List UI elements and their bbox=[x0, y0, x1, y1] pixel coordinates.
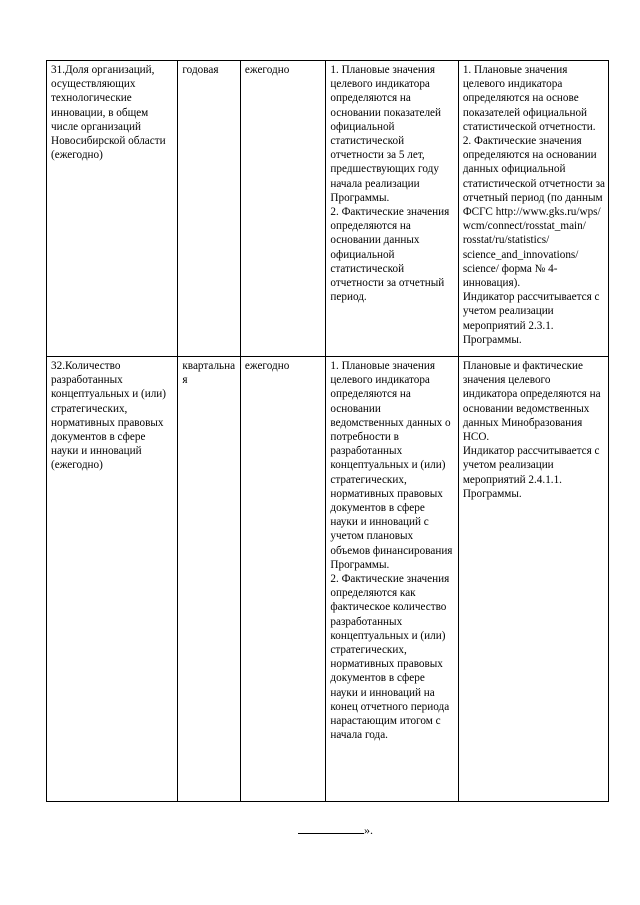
indicator-planned-cell: 1. Плановые значения целевого индикатора определяются на основании ведомственных данных о потребности в разработанных концептуальных и (или) стратегических, нормативных правовых документов в сфере науки и инноваций с учетом плановых объемов финансирования Программы. 2. Фактические значения определяются как фактическое количество разработанных концептуальных и (или) стратегических, нормативных правовых документов в сфере науки и инноваций на конец отчетного периода нарастающим итогом с начала года. bbox=[326, 357, 458, 802]
indicator-planned-cell: 1. Плановые значения целевого индикатора определяются на основании показателей официальной статистической отчетности за 5 лет, предшествующих году начала реализации Программы. 2. Фактические значения определяются на основании данных официальной статистической отчетности за отчетный период. bbox=[326, 61, 458, 357]
indicator-method-cell: Плановые и фактические значения целевого индикатора определяются на основании ведомственных данных Минобразования НСО. Индикатор рассчитывается с учетом реализации мероприятий 2.4.1.1. Программы. bbox=[458, 357, 608, 802]
table-row bbox=[47, 357, 609, 802]
closing-quote: ». bbox=[364, 823, 373, 837]
closing-line bbox=[298, 822, 373, 837]
indicator-frequency-cell: ежегодно bbox=[240, 357, 325, 802]
table-row bbox=[47, 61, 609, 357]
indicator-name-cell: 31.Доля организаций, осуществляющих технологические инновации, в общем числе организаций Новосибирской области (ежегодно) bbox=[47, 61, 178, 357]
indicator-name-cell: 32.Количество разработанных концептуальных и (или) стратегических, нормативных правовых документов в сфере науки и инноваций (ежегодно) bbox=[47, 357, 178, 802]
indicator-period-cell: квартальная bbox=[178, 357, 241, 802]
indicator-method-cell: 1. Плановые значения целевого индикатора определяются на основе показателей официальной статистической отчетности. 2. Фактические значения определяются на основании данных официальной статистической отчетности за отчетный период (по данным ФСГС http://www.gks.ru/wps/ wcm/connect/rosstat_main/ rosstat/ru/statistics/ science_and_innovations/ science/ форма № 4-инновация). Индикатор рассчитывается с учетом реализации мероприятий 2.3.1. Программы. bbox=[458, 61, 608, 357]
indicator-period-cell: годовая bbox=[178, 61, 241, 357]
indicator-frequency-cell: ежегодно bbox=[240, 61, 325, 357]
indicators-table bbox=[46, 60, 609, 802]
blank-underline bbox=[298, 822, 364, 834]
